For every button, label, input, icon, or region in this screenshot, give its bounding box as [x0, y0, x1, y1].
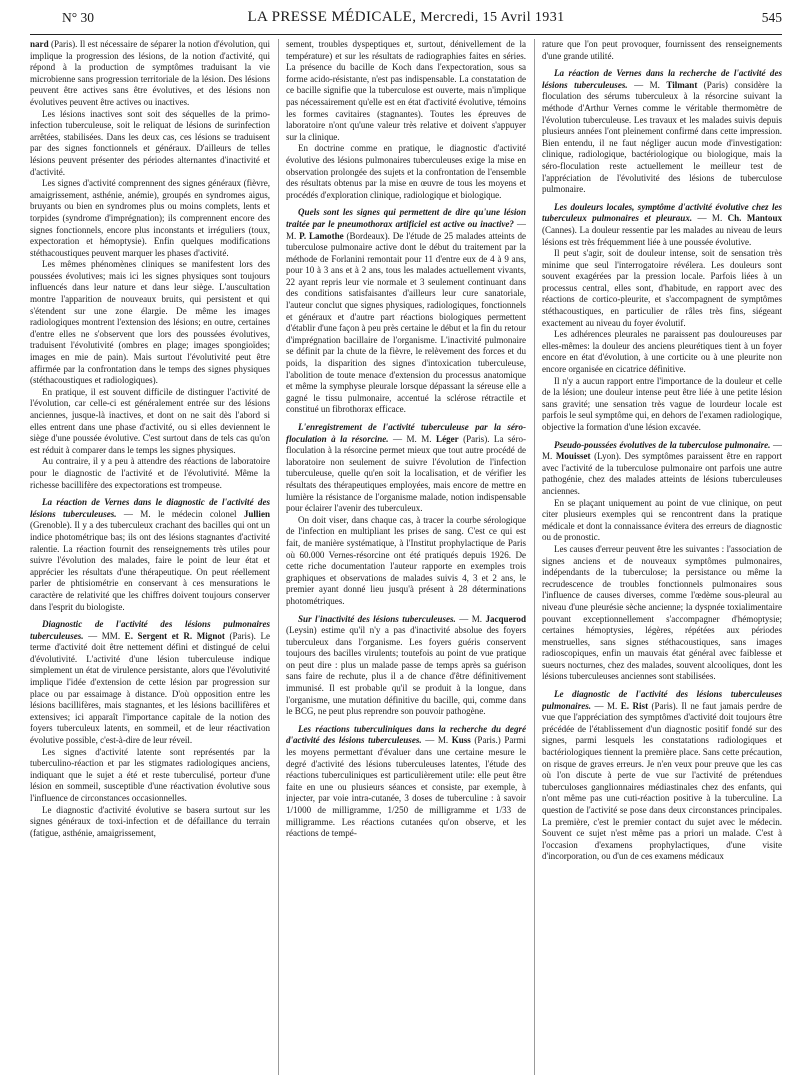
paragraph-text: (Paris.) Parmi les moyens permettant d'évaluer dans une certaine mesure le degré d'activité des lésions tuberculeuses latentes, l'étude des réactions tuberculiniques est particulièrement utile: elle peut être faite en une ou plusieurs séances et consiste, par exemple, à injecter, par voie intra-cutanée, 3 doses de tuberculine : à savoir 1/1000 de milligramme, 1/250 de milligramme et 1/33 de milligramme. Les réactions cutanées qu'on observe, et les réactions de tempé- [286, 735, 526, 839]
report-paragraph [30, 497, 270, 613]
paragraph-text: (Paris). Il ne faut jamais perdre de vue que l'appréciation des symptômes d'activité doit toujours être précédée de l'établissement d'un diagnostic positif fondé sur des signes, parmi lesquels les constatations radiologiques et bactériologiques tiennent la première place. Sans cette précaution, on risque de graves erreurs. Je n'en veux pour preuve que les cas où l'on discute à perte de vue sur l'activité de prétendues tuberculoses ganglionnaires médiastinales chez des enfants, qui n'ont même pas une cuti-réaction positive à la tuberculine. La question de l'activité se pose dans deux circonstances principales. La première, c'est le premier contact du sujet avec le médecin. Souvent ce sujet n'est même pas a priori un malade. C'est à l'occasion d'examens prophylactiques, d'une visite d'incorporation, ou d'un de ces examens médicaux [542, 700, 782, 862]
paragraph-text: Il n'y a aucun rapport entre l'importance de la douleur et celle de la lésion; une douleur intense peut être liée à une petite lésion sans gravité; une sensation très vague de lourdeur locale est parfois le seul symptôme qui, en dehors de l'examen radiologique, objective la formation d'une lésion excavée. [542, 375, 782, 432]
author-name: nard [30, 39, 49, 49]
paragraph-text: Le diagnostic d'activité évolutive se basera surtout sur les signes généraux de toxi-infection et de défaillance du terrain (fatigue, asthénie, amaigrissement, [30, 804, 270, 838]
author-name: P. Lamothe [299, 230, 344, 241]
report-paragraph [286, 207, 526, 416]
author-intro: — M. [591, 700, 621, 711]
paragraph-text: En se plaçant uniquement au point de vue clinique, on peut citer plusieurs exemples qui se rencontrent dans la pratique médicale et dont la connaissance évitera des erreurs de diagnostic ou de pronostic. [542, 497, 782, 543]
author-intro: — M. [421, 735, 452, 746]
body-paragraph [542, 544, 782, 683]
body-paragraph [286, 143, 526, 201]
body-paragraph [286, 515, 526, 608]
running-title [30, 9, 782, 26]
author-name: Mouisset [555, 451, 591, 462]
paragraph-text: Au contraire, il y a peu à attendre des réactions de laboratoire pour le diagnostic de l'activité et de l'évolutivité. Même la richesse bacillifère des expectorations est trompeuse. [30, 456, 270, 490]
section-heading: Le diagnostic de l'activité des lésions tuberculeuses pulmonaires. [542, 689, 782, 711]
author-name: E. Rist [620, 700, 649, 711]
section-heading: La réaction de Vernes dans la recherche de l'activité des lésions tuberculeuses. [542, 68, 782, 90]
body-paragraph [30, 747, 270, 805]
author-name: E. Sergent et R. Mignot [124, 630, 225, 641]
section-heading: Diagnostic de l'activité des lésions pulmonaires tuberculeuses. [30, 619, 270, 641]
report-paragraph [286, 422, 526, 515]
author-intro: — M. le médecin colonel [116, 508, 244, 519]
author-intro: — M. [286, 218, 526, 241]
paragraph-text: (Grenoble). Il y a des tuberculeux crachant des bacilles qui ont un indice photométrique bas; ils ont des lésions stagnantes d'activité ralentie. La réaction fournit des renseignements très utiles pour suivre l'évolution des malades, faire le point de leur état et apprécier les résultats d'une thérapeutique. On peut réellement parler de phtisiométrie en conservant à ces mensurations le caractère de relativité que les chiffres doivent toujours conserver dans l'esprit du biologiste. [30, 520, 270, 612]
column-left [30, 39, 270, 1075]
paragraph-text: Les causes d'erreur peuvent être les suivantes : l'association de signes anciens et de nouveaux symptômes pulmonaires, indépendants de la tuberculose; la persistance ou même la recrudescence de troubles fonctionnels pulmonaires sous l'influence de causes diverses, comme l'œdème sous-pleural au niveau d'une pleurésie sèche ancienne; la dyspnée toxialimentaire pouvant exceptionnellement s'accompagner d'hémoptysie; certaines hémoptysies, légères, répétées aux périodes menstruelles, sans signes stéthacoustiques, sans images radioscopiques, enfin un mauvais état général avec faiblesse et sueurs nocturnes, chez des malades, souvent alcooliques, dont les lésions tuberculeuses anciennes sont stabilisées. [542, 543, 782, 682]
continued-paragraph [30, 39, 270, 109]
body-paragraph [542, 376, 782, 434]
paragraph-text: Les lésions inactives sont soit des séquelles de la primo-infection tuberculeuse, soit le reliquat de lésions de surinfection arrêtées, stabilisées. Dans les deux cas, ces lésions se traduisent par des signes fonctionnels et généraux. D'ailleurs de telles lésions peuvent présenter des périodes alternantes d'inactivité et d'activité. [30, 108, 270, 177]
section-heading: Les réactions tuberculiniques dans la recherche du degré d'activité des lésions tuberculeuses. [286, 723, 526, 746]
body-paragraph [30, 456, 270, 491]
article-columns [30, 39, 782, 1075]
paragraph-text: En doctrine comme en pratique, le diagnostic d'activité évolutive des lésions pulmonaires tuberculeuses exige la mise en observation prolongée des sujets et la confrontation de l'ensemble des résultats obtenus par la mise en œuvre de tous les moyens et procédés d'exploration clinique, radiologique et biologique. [286, 143, 526, 200]
author-name: Tilmant [666, 79, 698, 90]
author-name: Ch. Mantoux [727, 213, 782, 224]
paragraph-text: sement, troubles dyspeptiques et, surtout, dénivellement de la température) et sur les résultats de radiographies faites en séries. La présence du bacille de Koch dans l'expectoration, sous sa forme acido-résistante, n'est pas indispensable. La constatation de ce bacille signifie que la tuberculose est ouverte, mais n'implique pas nécessairement qu'elle est en état d'activité évolutive, témoins les formes cavitaires (stagnantes). Toutes les épreuves de laboratoire n'ont qu'une valeur très relative et doivent s'appuyer sur la clinique. [286, 39, 526, 142]
paragraph-text: rature que l'on peut provoquer, fournissent des renseignements d'une grande utilité. [542, 39, 782, 61]
author-name: Jacquerod [485, 613, 526, 624]
report-paragraph [30, 619, 270, 747]
report-paragraph [542, 202, 782, 248]
paragraph-text: Les mêmes phénomènes cliniques se manifestent lors des poussées évolutives; mais ici les signes physiques sont toujours influencés dans leur nature et dans leur siège. L'auscultation montre l'apparition de nouveaux bruits, qui persistent et qui s'étendent sur une zone élargie. De même les images radiologiques montrent l'extension des lésions; en outre, certaines d'entre elles ne s'observent que lors des poussées évolutives, traduisent l'évolutivité (ombres en plage; images spongioïdes; images en mie de pain). Mais surtout l'évolutivité peut être affirmée par la confrontation dans le temps des signes physiques (stéthacoustiques et radiologiques). [30, 259, 270, 386]
issue-date: Mercredi, 15 Avril 1931 [420, 10, 565, 25]
author-intro: — M. [542, 439, 782, 462]
author-intro: — M. M. [388, 433, 437, 444]
paragraph-text: (Paris). Il est nécessaire de séparer la notion d'évolution, qui implique la progression des lésions, de la notion d'activité, qui répond à la production de symptômes traduisant la vie microbienne sans progression territoriale de la lésion. Des lésions peuvent être actives sans être évolutives, et des lésions non évolutives peuvent être actives ou inactives. [30, 39, 270, 107]
paragraph-text: Les signes d'activité latente sont représentés par la tuberculino-réaction et par les stigmates radiologiques anciens, indiquant que le sujet a été et reste tuberculisé, porteur d'une lésion en sommeil, susceptible d'une réactivation évolutive sous l'influence de circonstances occasionnelles. [30, 746, 270, 803]
paragraph-text: (Bordeaux). De l'étude de 25 malades atteints de tuberculose pulmonaire active dont le début du traitement par la méthode de Forlanini remontait pour 11 d'entre eux de 4 à 9 ans, pour 10 à 3 ans et à 2 ans, tous les malades actuellement vivants, 22 ayant repris leur vie normale et 3 seulement continuant dans des conditions satisfaisantes d'ailleurs leur cure sanatoriale, l'auteur conclut que signes physiques, radiologiques, fonctionnels et généraux et d'autre part réactions biologiques permettent d'établir d'une façon à peu près certaine le début et la fin du retour d'imprégnation bacillaire de l'organisme. L'inactivité pulmonaire se définit par la chute de la fièvre, le relèvement des forces et du poids, la disparition des signes d'intoxication tuberculeuse, l'abolition de toute menace d'extension du processus anatomique et même la symphyse pleurale lorsque dépassant la séreuse elle a gagné le tissu pulmonaire, accentué la sclérose rétractile et constitué un fibrothorax efficace. [286, 230, 526, 415]
paragraph-text: Les adhérences pleurales ne paraissent pas douloureuses par elles-mêmes: la douleur des anciens pleurétiques tient à un foyer encore en état d'évolution, à une corticite ou à une pleurite non encore organisée en cicatrice définitive. [542, 329, 782, 375]
body-paragraph [30, 178, 270, 259]
paragraph-text: (Paris) considère la floculation des sérums tuberculeux à la résorcine suivant la méthode d'Arthur Vernes comme le véritable thermomètre de l'évolution tuberculeuse. Les travaux et les malades suivis depuis plusieurs années l'ont pleinement confirmé dans cette impression. Bien entendu, il ne faut négliger aucun mode d'investigation: clinique, radiologique, bactériologique ou biologique, mais la séro-floculation reste actuellement le meilleur test de l'appréciation de l'évolutivité des lésions de tuberculose pulmonaire. [542, 79, 782, 195]
author-intro: — M. [455, 613, 486, 624]
body-paragraph [542, 248, 782, 329]
paragraph-text: (Lyon). Des symptômes paraissent être en rapport avec l'activité de la tuberculose pulmonaire ont parfois une autre pathogénie, chez des malades atteints de lésions tuberculeuses anciennes. [542, 451, 782, 496]
author-name: Léger [436, 433, 459, 444]
report-paragraph [286, 614, 526, 718]
journal-name: LA PRESSE MÉDICALE, [247, 9, 417, 25]
continued-paragraph [286, 39, 526, 143]
section-heading: Quels sont les signes qui permettent de dire qu'une lésion traitée par le pneumothorax artificiel est active ou inactive? [286, 207, 526, 229]
paragraph-text: Il peut s'agir, soit de douleur intense, soit de sensation très minime que seul l'interrogatoire révélera. Les douleurs sont souvent exagérées par la pression locale. Parfois liées à un processus central, elles sont, d'habitude, en rapport avec des réactions de cortico-pleurite, et s'accompagnent de symptômes stéthacoustiques, en particulier de râles très fins, siégeant exactement au niveau du foyer évolutif. [542, 248, 782, 328]
report-paragraph [542, 68, 782, 196]
body-paragraph [30, 259, 270, 387]
page-number: 545 [761, 10, 782, 25]
paragraph-text: En pratique, il est souvent difficile de distinguer l'activité de l'évolution, car celle-ci est généralement entrée sur des lésions anciennes, jusque-là inactives, et dont on ne sait dès l'abord si elles entrent dans une phase d'activité, ou si elles deviennent le siège d'une poussée évolutive. C'est surtout dans de tels cas qu'on est réduit à comparer dans le temps les signes physiques. [30, 386, 270, 455]
paragraph-text: (Paris). Le terme d'activité doit être nettement défini et distingué de celui d'évolutivité. L'activité d'une lésion tuberculeuse indique simplement un état de virulence persistante, alors que l'évolutivité implique l'idée d'extension de cette lésion par progression sur place ou par essaimage à distance. D'où opposition entre les lésions bacillifères, mais stagnantes, et les lésions bacillifères et extensives; ici apparaît l'importance capitale de la notion des foyers tuberculeux latents, en sommeil, et de leur réactivation évolutive possible, c'est-à-dire de leur réveil. [30, 630, 270, 746]
section-heading: Les douleurs locales, symptôme d'activité évolutive chez les tuberculeux pulmonaires et pleuraux. [542, 201, 782, 224]
paragraph-text: (Paris). La séro-floculation à la résorcine permet mieux que tout autre procédé de laboratoire non seulement de suivre l'évolution de l'infection tuberculeuse, quelle qu'en soit la localisation, et de vérifier les résultats des thérapeutiques employées, mais encore de mettre en lumière la résistance de l'organisme malade, notion indispensable pour éclairer l'avenir des tuberculeux. [286, 433, 526, 514]
section-heading: Sur l'inactivité des lésions tuberculeuses. [298, 613, 456, 624]
issue-number: N° 30 [62, 10, 95, 25]
paragraph-text: On doit viser, dans chaque cas, à tracer la courbe sérologique de l'infection en multipliant les prises de sang. C'est ce qui est fait, de manière systématique, à l'Institut prophylactique de Paris où 60.000 Vernes-résorcine ont été pratiqués depuis 1926. De cette riche documentation l'auteur rapporte en exemples trois graphiques et observations de malades suivis 4, 3 et 2 ans, le premier ayant donné lieu jusqu'à présent à 28 déterminations photométriques. [286, 514, 526, 606]
report-paragraph [542, 689, 782, 863]
column-divider [526, 39, 542, 1075]
paragraph-text: (Leysin) estime qu'il n'y a pas d'inactivité absolue des foyers tuberculeux dans l'organisme. Les foyers guéris conservent toujours des bacilles virulents; toutefois au point de vue pratique on peut dire : plus un malade passe de temps après sa guérison sans faire de rechute, plus il a de chance d'être définitivement immunisé. Il est probable qu'il se produit à la longue, dans l'organisme, une mutation définitive du bacille, qui, comme dans le BCG, ne peut plus reprendre son pouvoir pathogène. [286, 625, 526, 717]
body-paragraph [30, 109, 270, 179]
paragraph-text: Les signes d'activité comprennent des signes généraux (fièvre, amaigrissement, asthénie, anémie), groupés en syndromes aigus, bruyants ou bien en syndromes plus ou moins complets, lents et torpides (syndrome d'imprégnation); ils comprennent encore des signes fonctionnels, encore plus inconstants et irréguliers (toux, expectoration et hémoptysie). Enfin quelques modifications stéthacoustiques peuvent marquer les phases d'activité. [30, 178, 270, 258]
report-paragraph [286, 724, 526, 840]
body-paragraph [542, 498, 782, 544]
page-header [30, 8, 782, 34]
author-name: Kuss [451, 735, 471, 746]
author-intro: — M. [627, 79, 667, 90]
body-paragraph [542, 329, 782, 375]
report-paragraph [542, 440, 782, 498]
author-intro: — M. [692, 213, 728, 224]
section-heading: L'enregistrement de l'activité tuberculeuse par la séro-floculation à la résorcine. [286, 422, 526, 444]
author-intro: — MM. [83, 630, 125, 641]
section-heading: Pseudo-poussées évolutives de la tuberculose pulmonaire. [554, 439, 771, 450]
paragraph-text: (Cannes). La douleur ressentie par les malades au niveau de leurs lésions est très fréquemment liée à une poussée évolutive. [542, 224, 782, 247]
continued-paragraph [542, 39, 782, 62]
column-middle [286, 39, 526, 1075]
author-name: Jullien [243, 508, 270, 519]
body-paragraph [30, 387, 270, 457]
header-rule [30, 34, 782, 35]
section-heading: La réaction de Vernes dans le diagnostic de l'activité des lésions tuberculeuses. [30, 497, 270, 519]
column-divider [270, 39, 286, 1075]
body-paragraph [30, 805, 270, 840]
column-right [542, 39, 782, 1075]
